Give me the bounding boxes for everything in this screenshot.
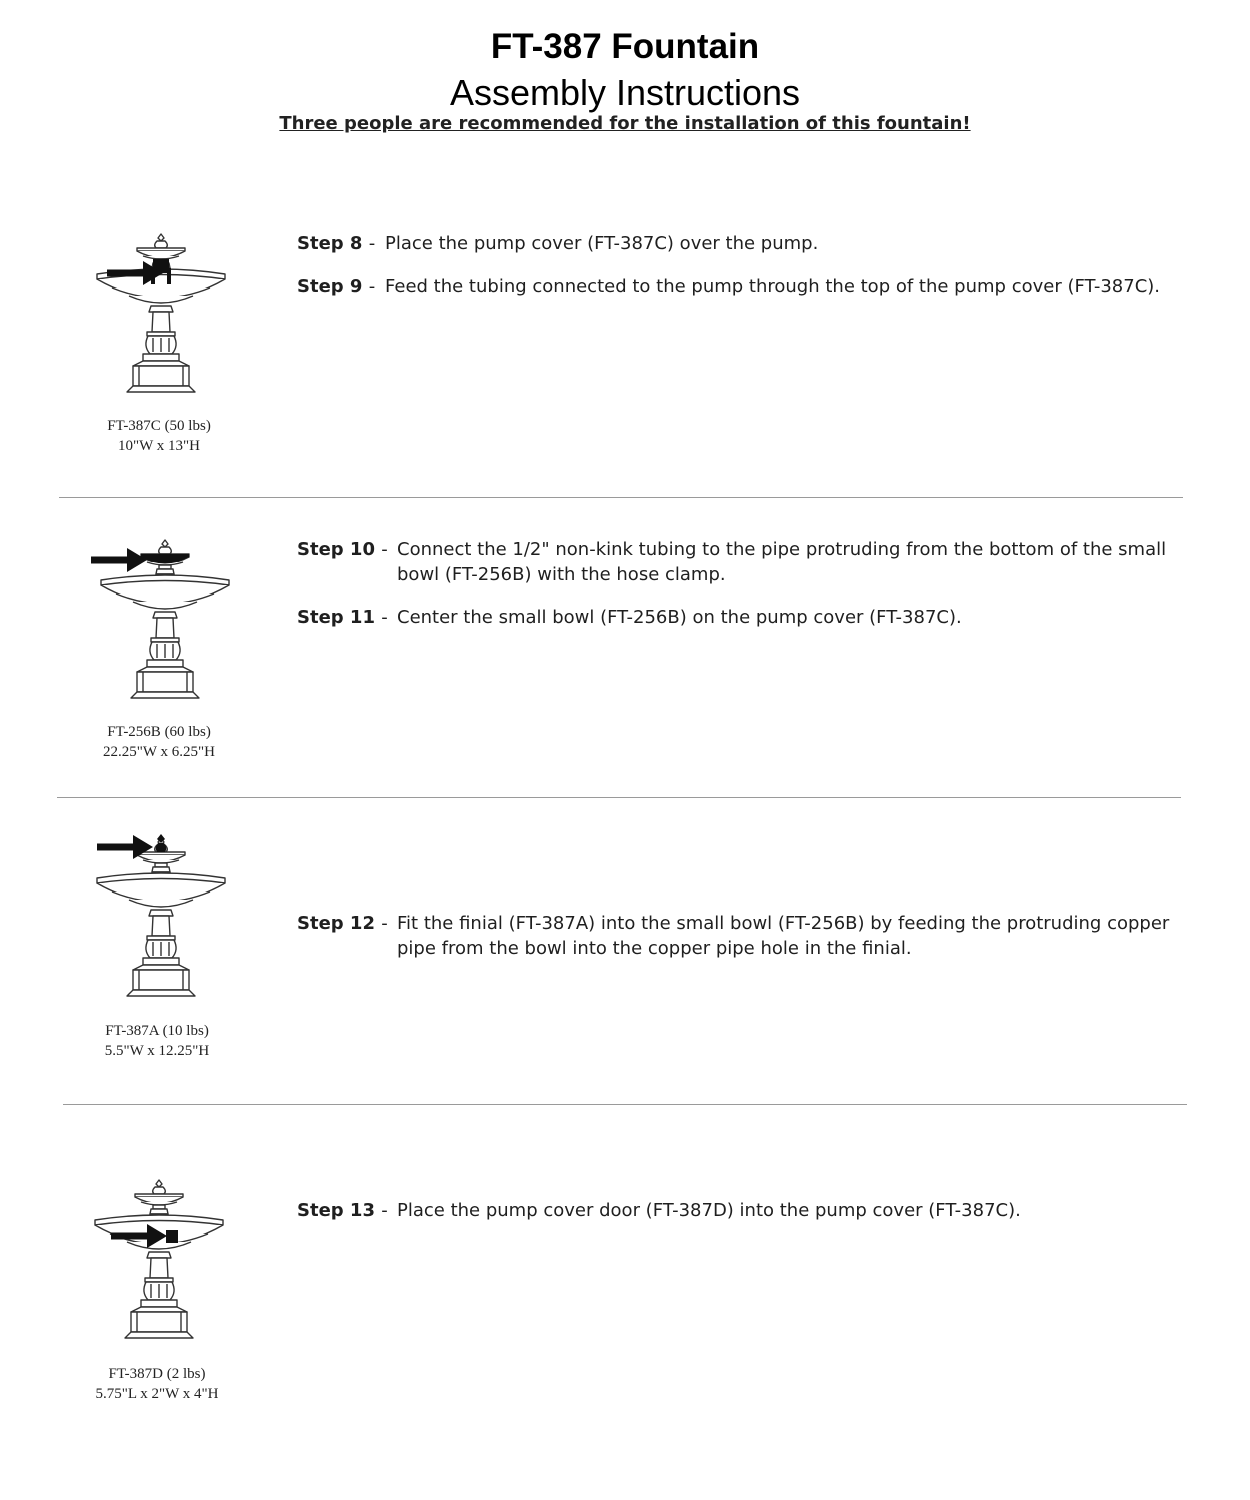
fountain-finial-highlight-icon bbox=[57, 830, 247, 1005]
step-text: Feed the tubing connected to the pump through the top of the pump cover (FT-387C). bbox=[385, 276, 1161, 297]
safety-notice: Three people are recommended for the installation of this fountain! bbox=[279, 113, 971, 134]
part-weight: FT-256B (60 lbs) bbox=[107, 724, 211, 740]
part-caption bbox=[57, 1364, 257, 1404]
part-dimensions: 10"W x 13"H bbox=[118, 438, 200, 454]
part-caption bbox=[57, 1021, 257, 1061]
section-divider bbox=[63, 1104, 1187, 1105]
page-subtitle: Assembly Instructions bbox=[449, 72, 801, 113]
part-weight: FT-387C (50 lbs) bbox=[107, 418, 211, 434]
step-label: Step 10 - bbox=[297, 539, 388, 560]
step-text: Fit the finial (FT-387A) into the small bowl (FT-256B) by feeding the protruding copper pipe from the bowl into the copper pipe hole in the finial. bbox=[397, 913, 1170, 959]
step-text: Connect the 1/2" non-kink tubing to the pipe protruding from the bottom of the small bowl (FT-256B) with the hose clamp. bbox=[397, 539, 1167, 585]
step-label: Step 12 - bbox=[297, 913, 388, 934]
step-label: Step 8 - bbox=[297, 233, 376, 254]
part-caption bbox=[59, 722, 259, 762]
step-text: Place the pump cover door (FT-387D) into the pump cover (FT-387C). bbox=[397, 1200, 1021, 1221]
section-divider bbox=[57, 797, 1181, 798]
part-weight: FT-387A (10 lbs) bbox=[105, 1023, 209, 1039]
page-title: FT-387 Fountain bbox=[490, 27, 760, 66]
part-dimensions: 5.5"W x 12.25"H bbox=[104, 1043, 210, 1059]
part-caption bbox=[59, 416, 259, 456]
step-label: Step 13 - bbox=[297, 1200, 388, 1221]
step-label: Step 11 - bbox=[297, 607, 388, 628]
step-label: Step 9 - bbox=[297, 276, 376, 297]
step-text: Place the pump cover (FT-387C) over the pump. bbox=[385, 233, 819, 254]
fountain-pump-cover-highlight-icon bbox=[57, 226, 247, 401]
fountain-small-bowl-highlight-icon bbox=[61, 532, 251, 707]
part-weight: FT-387D (2 lbs) bbox=[108, 1366, 206, 1382]
fountain-pump-cover-door-highlight-icon bbox=[55, 1172, 245, 1347]
section-divider bbox=[59, 497, 1183, 498]
part-dimensions: 5.75"L x 2"W x 4"H bbox=[95, 1386, 219, 1402]
step-text: Center the small bowl (FT-256B) on the pump cover (FT-387C). bbox=[397, 607, 962, 628]
part-dimensions: 22.25"W x 6.25"H bbox=[103, 744, 215, 760]
